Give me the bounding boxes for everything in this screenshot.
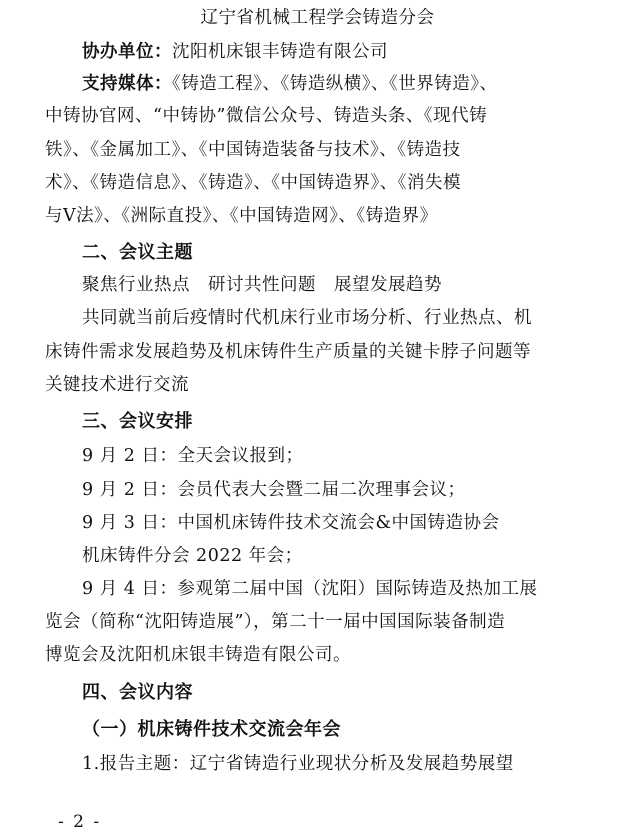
co-organizer-label: 协办单位： xyxy=(82,42,172,62)
report-topic: 1.报告主题：辽宁省铸造行业现状分析及发展趋势展望 xyxy=(82,754,514,774)
theme-desc-line-1: 共同就当前后疫情时代机床行业市场分析、行业热点、机 xyxy=(82,308,532,328)
schedule-item-3b: 机床铸件分会 2022 年会； xyxy=(82,546,303,566)
schedule-item-4c: 博览会及沈阳机床银丰铸造有限公司。 xyxy=(45,645,351,665)
media-line-3: 铁》、《金属加工》、《中国铸造装备与技术》、《铸造技 xyxy=(45,140,461,160)
media-line-2: 中铸协官网、“中铸协”微信公众号、铸造头条、《现代铸 xyxy=(45,106,488,126)
media-line1-rest: 《铸造工程》、《铸造纵横》、《世界铸造》、 xyxy=(172,74,498,94)
media-line-5: 与V法》、《洲际直投》、《中国铸造网》、《铸造界》 xyxy=(45,206,438,226)
theme-line: 聚焦行业热点 研讨共性问题 展望发展趋势 xyxy=(82,275,442,295)
section2-heading: 二、会议主题 xyxy=(82,242,193,263)
schedule-item-4b: 览会（简称“沈阳铸造展”），第二十一届中国国际装备制造 xyxy=(45,612,506,632)
co-organizer-value: 沈阳机床银丰铸造有限公司 xyxy=(172,42,388,62)
media-line-1 xyxy=(82,72,498,96)
schedule-item-2: 9 月 2 日：会员代表大会暨二届二次理事会议； xyxy=(82,480,466,500)
media-line-4: 术》、《铸造信息》、《铸造》、《中国铸造界》、《消失模 xyxy=(45,173,461,193)
schedule-item-3a: 9 月 3 日：中国机床铸件技术交流会&中国铸造协会 xyxy=(82,513,500,533)
schedule-item-4a: 9 月 4 日：参观第二届中国（沈阳）国际铸造及热加工展 xyxy=(82,579,538,599)
media-label: 支持媒体： xyxy=(82,74,172,94)
subsection1-heading: （一）机床铸件技术交流会年会 xyxy=(82,719,341,740)
theme-desc-line-3: 关键技术进行交流 xyxy=(45,375,189,395)
section4-heading: 四、会议内容 xyxy=(82,682,193,703)
document-title: 辽宁省机械工程学会铸造分会 xyxy=(200,8,435,28)
schedule-item-1: 9 月 2 日：全天会议报到； xyxy=(82,446,304,466)
theme-desc-line-2: 床铸件需求发展趋势及机床铸件生产质量的关键卡脖子问题等 xyxy=(45,342,531,362)
page-number: - 2 - xyxy=(58,812,102,832)
co-organizer-line xyxy=(82,40,388,64)
section3-heading: 三、会议安排 xyxy=(82,411,193,432)
